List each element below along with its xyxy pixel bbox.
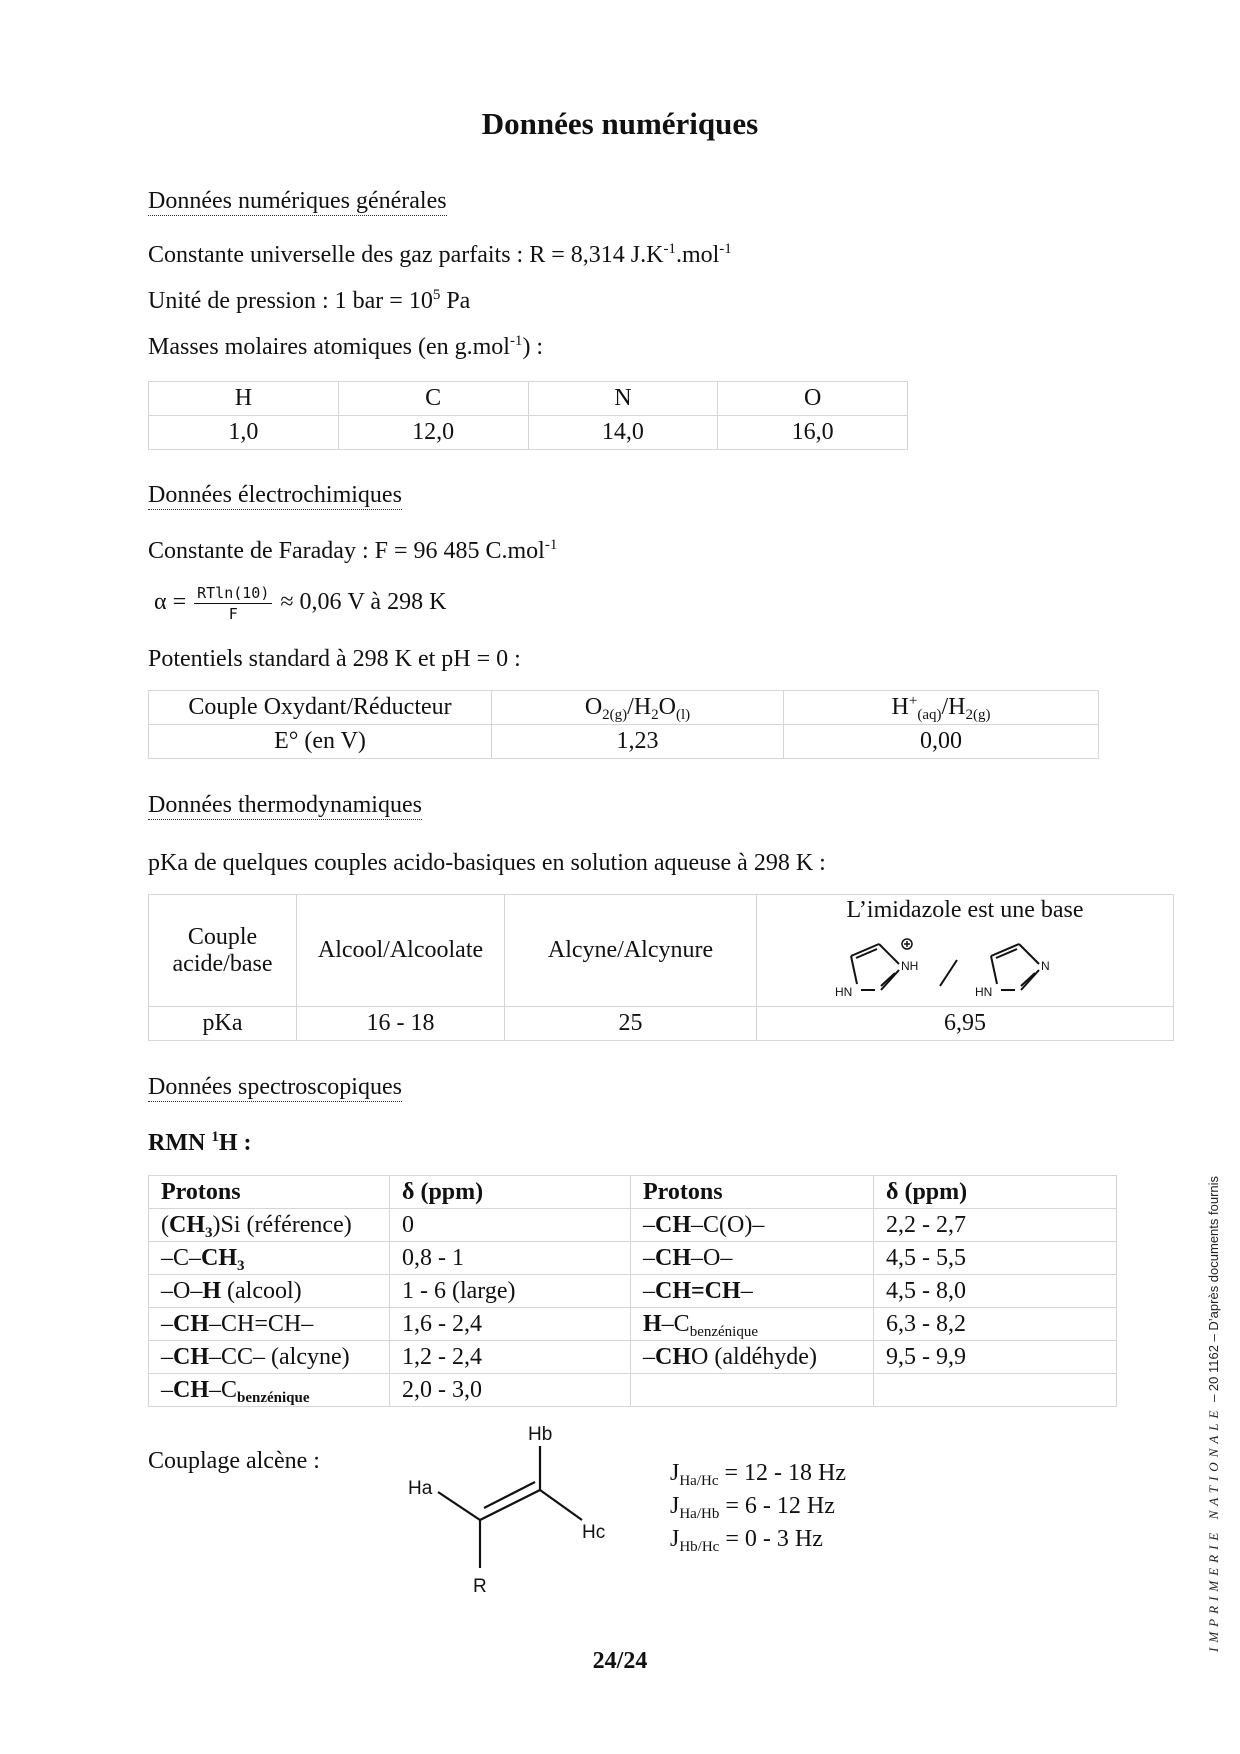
table-header-cell: δ (ppm)	[874, 1176, 1117, 1209]
table-cell: 1,23	[492, 725, 784, 759]
couple-h-h2: $H^+_{(aq)}/H_{2(g)}$	[784, 691, 1099, 725]
coupling-constant-line: $J_{Ha/Hb} = 6 - 12$ Hz	[670, 1493, 835, 1522]
table-cell: 16 - 18	[297, 1007, 505, 1041]
imidazolium-hn-label: HN	[835, 985, 853, 999]
pressure-line: Unité de pression : 1 bar = $10^5$ Pa	[148, 287, 471, 314]
table-header-cell: O	[718, 382, 908, 416]
table-header-cell: Protons	[149, 1176, 390, 1209]
potentials-line: Potentiels standard à 298 K et pH = 0 :	[148, 646, 521, 672]
shift-cell: 4,5 - 8,0	[874, 1275, 1117, 1308]
table-cell: 25	[505, 1007, 757, 1041]
shift-cell: 2,2 - 2,7	[874, 1209, 1117, 1242]
table-header-cell: Couple acide/base	[149, 895, 297, 1007]
proton-cell: –CH–O–	[631, 1242, 874, 1275]
table-cell: E° (en V)	[149, 725, 492, 759]
proton-cell: –CH–C(O)–	[631, 1209, 874, 1242]
table-row	[149, 1242, 1117, 1275]
nmr-table	[148, 1175, 1117, 1407]
alpha-formula: α = $\frac{RTln(10)}{F}$ ≈ 0,06 V à 298 K	[154, 584, 447, 623]
alkene-structure	[396, 1420, 626, 1610]
section-heading-spectro: Données spectroscopiques	[148, 1074, 402, 1100]
shift-cell: 4,5 - 5,5	[874, 1242, 1117, 1275]
table-header-cell: N	[528, 382, 718, 416]
table-row	[149, 416, 908, 450]
table-header-cell: Alcool/Alcoolate	[297, 895, 505, 1007]
shift-cell: 1,6 - 2,4	[390, 1308, 631, 1341]
empty-cell	[631, 1374, 874, 1407]
imidazole-structure	[991, 944, 1039, 990]
imidazole-cell	[757, 895, 1174, 1007]
section-heading-electro: Données électrochimiques	[148, 482, 402, 508]
proton-cell: –CH–CH=CH–	[149, 1308, 390, 1341]
nmr-title: RMN $^1$H :	[148, 1129, 252, 1156]
table-row	[149, 1275, 1117, 1308]
table-header-cell: Alcyne/Alcynure	[505, 895, 757, 1007]
molar-masses-table	[148, 381, 908, 450]
table-row	[149, 725, 1099, 759]
imidazole-hn-label: HN	[975, 985, 993, 999]
table-row	[149, 895, 1174, 1007]
table-cell: 14,0	[528, 416, 718, 450]
atom-hc-label: Hc	[582, 1522, 606, 1543]
page-number: 24/24	[592, 1648, 648, 1674]
shift-cell: 6,3 - 8,2	[874, 1308, 1117, 1341]
pka-line: pKa de quelques couples acido-basiques en solution aqueuse à 298 K :	[148, 850, 826, 876]
imidazolium-nh-label: NH	[901, 959, 919, 973]
page-title: Données numériques	[481, 106, 759, 141]
table-row	[149, 1341, 1117, 1374]
faraday-line: Constante de Faraday : F = 96 485 C.mol$^{-1}$	[148, 537, 558, 564]
alpha-fraction: $\frac{RTln(10)}{F}$	[194, 584, 272, 623]
shift-cell: 1 - 6 (large)	[390, 1275, 631, 1308]
coupling-constant-line: $J_{Ha/Hc} = 12 - 18$ Hz	[670, 1460, 847, 1489]
atom-hb-label: Hb	[528, 1424, 553, 1445]
table-header-cell: H	[149, 382, 339, 416]
shift-cell: 1,2 - 2,4	[390, 1341, 631, 1374]
separator-slash	[940, 960, 957, 986]
shift-cell: 0	[390, 1209, 631, 1242]
proton-cell: –O–H (alcool)	[149, 1275, 390, 1308]
gas-constant-line: Constante universelle des gaz parfaits : R = 8,314 $J.K^{-1}.mol^{-1}$	[148, 241, 732, 268]
table-header-cell: C	[338, 382, 528, 416]
table-row	[149, 691, 1099, 725]
table-row	[149, 1374, 1117, 1407]
coupling-label: Couplage alcène :	[148, 1448, 320, 1474]
proton-cell: –CH–CC– (alcyne)	[149, 1341, 390, 1374]
imidazole-caption: L’imidazole est une base	[846, 897, 1084, 923]
table-cell: 0,00	[784, 725, 1099, 759]
shift-cell: 9,5 - 9,9	[874, 1341, 1117, 1374]
table-header-cell: δ (ppm)	[390, 1176, 631, 1209]
section-heading-general: Données numériques générales	[148, 188, 447, 214]
imidazole-structures	[815, 924, 1115, 1000]
proton-cell: $H-C_{benzénique}$	[631, 1308, 874, 1341]
proton-cell: $-C-CH_3$	[149, 1242, 390, 1275]
atom-ha-label: Ha	[408, 1478, 433, 1499]
imidazole-n-label: N	[1041, 959, 1050, 973]
table-cell: 6,95	[757, 1007, 1174, 1041]
alkene-bonds	[438, 1446, 582, 1568]
table-row	[149, 1209, 1117, 1242]
table-cell: 16,0	[718, 416, 908, 450]
shift-cell: 0,8 - 1	[390, 1242, 631, 1275]
couple-o2-h2o: $O_{2(g)}/H_2O_{(l)}$	[492, 691, 784, 725]
table-row	[149, 382, 908, 416]
table-cell: pKa	[149, 1007, 297, 1041]
atom-r-label: R	[473, 1576, 487, 1597]
empty-cell	[874, 1374, 1117, 1407]
table-row	[149, 1308, 1117, 1341]
proton-cell: –CH=CH–	[631, 1275, 874, 1308]
molar-masses-line: Masses molaires atomiques (en g.mol$^{-1}$) :	[148, 333, 544, 360]
proton-cell: –CHO (aldéhyde)	[631, 1341, 874, 1374]
proton-cell: $-CH-C_{benzénique}$	[149, 1374, 390, 1407]
table-row	[149, 1176, 1117, 1209]
table-header-cell: Protons	[631, 1176, 874, 1209]
potentials-table	[148, 690, 1099, 759]
coupling-constant-line: $J_{Hb/Hc} = 0 - 3$ Hz	[670, 1526, 823, 1555]
table-header-cell: Couple Oxydant/Réducteur	[149, 691, 492, 725]
imprint-note: IMPRIMERIE NATIONALE – 20 1162 – D’après documents fournis	[1206, 1175, 1221, 1652]
section-heading-thermo: Données thermodynamiques	[148, 792, 422, 818]
pka-table	[148, 894, 1174, 1041]
table-cell: 12,0	[338, 416, 528, 450]
proton-cell: $(CH_3)Si$ (référence)	[149, 1209, 390, 1242]
table-cell: 1,0	[149, 416, 339, 450]
shift-cell: 2,0 - 3,0	[390, 1374, 631, 1407]
table-row	[149, 1007, 1174, 1041]
